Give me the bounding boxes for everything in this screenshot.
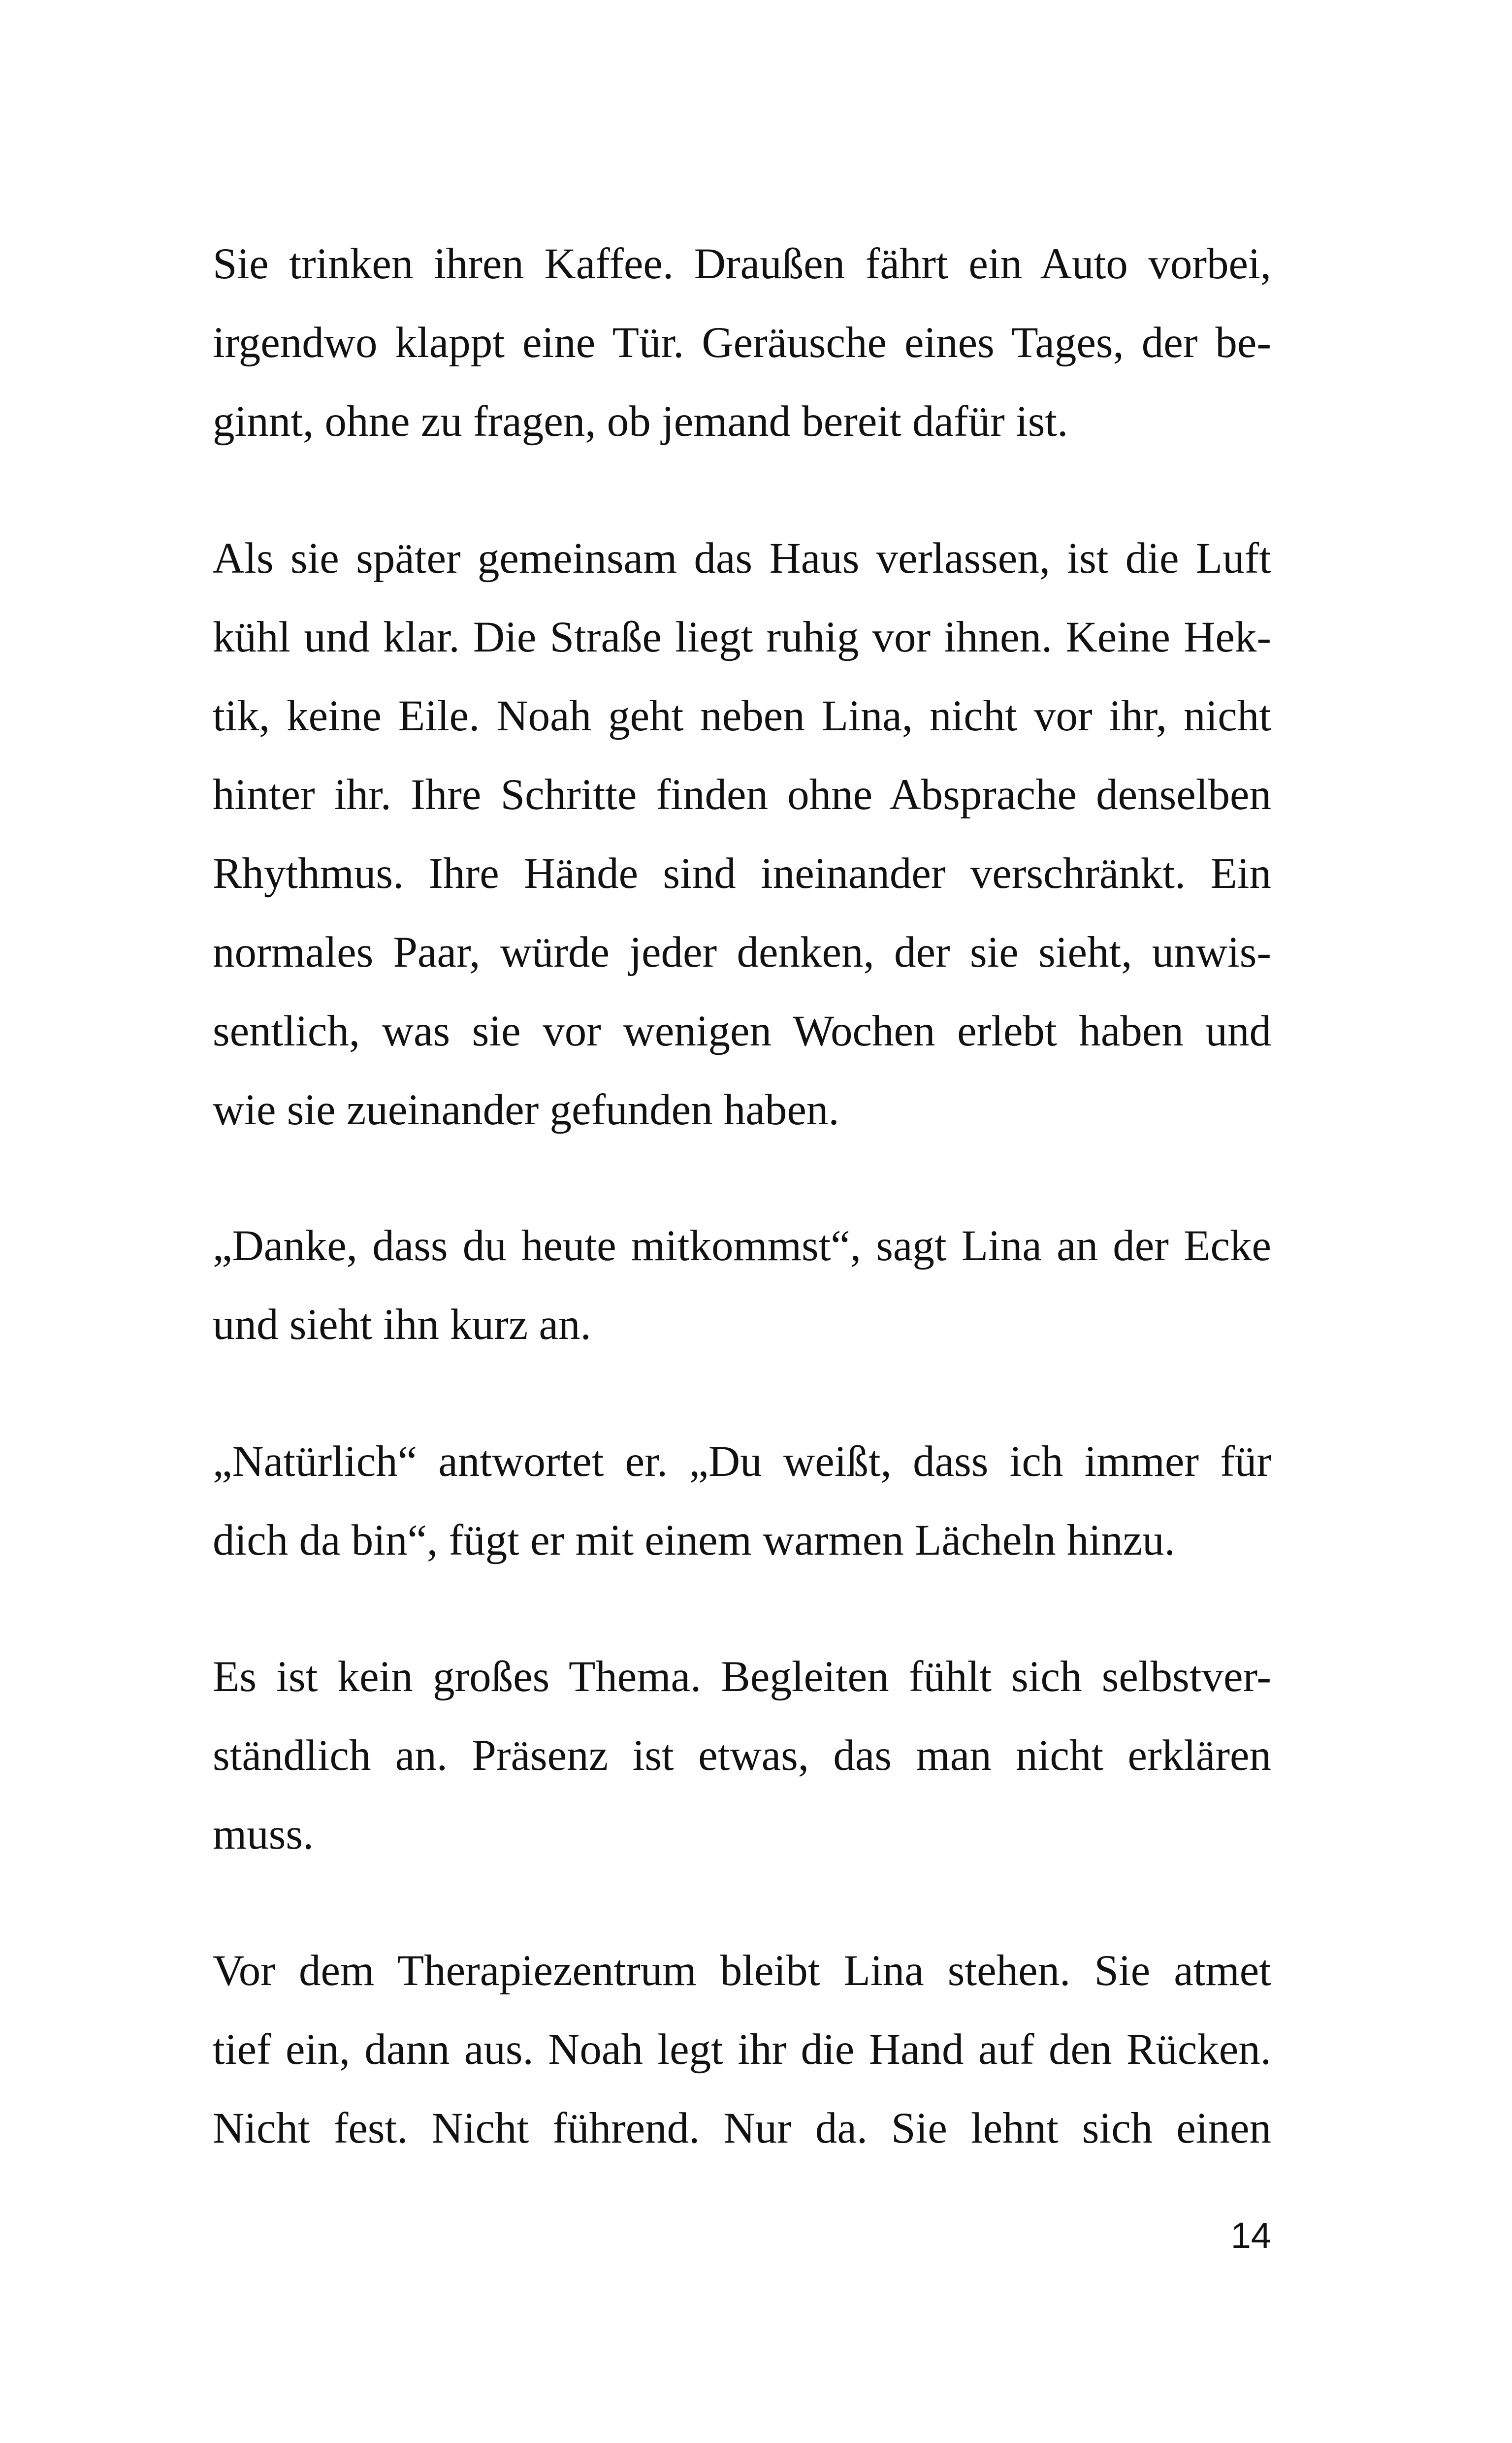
text-line: Als sie später gemeinsam das Haus verlassen, ist die Luft	[213, 534, 1271, 583]
page-number: 14	[1230, 2215, 1271, 2256]
text-line: Rhythmus. Ihre Hände sind ineinander verschränkt. Ein	[213, 849, 1271, 898]
paragraph-5	[213, 1637, 1271, 1874]
text-line: kühl und klar. Die Straße liegt ruhig vor ihnen. Keine Hek-	[213, 613, 1271, 661]
text-line: tief ein, dann aus. Noah legt ihr die Hand auf den Rücken.	[213, 2025, 1271, 2074]
text-line: ginnt, ohne zu fragen, ob jemand bereit dafür ist.	[213, 397, 1068, 446]
text-line: muss.	[213, 1810, 314, 1858]
text-line: wie sie zueinander gefunden haben.	[213, 1086, 839, 1134]
text-line: Es ist kein großes Thema. Begleiten fühlt sich selbstver-	[213, 1653, 1271, 1701]
paragraph-2	[213, 519, 1271, 1149]
text-line: sentlich, was sie vor wenigen Wochen erlebt haben und	[213, 1007, 1271, 1055]
text-line: „Danke, dass du heute mitkommst“, sagt Lina an der Ecke	[213, 1222, 1271, 1270]
text-line: ständlich an. Präsenz ist etwas, das man nicht erklären	[213, 1731, 1271, 1780]
text-line: „Natürlich“ antwortet er. „Du weißt, dass ich immer für	[213, 1437, 1271, 1486]
text-line: tik, keine Eile. Noah geht neben Lina, nicht vor ihr, nicht	[213, 692, 1271, 740]
paragraph-4	[213, 1422, 1271, 1580]
text-line: normales Paar, würde jeder denken, der sie sieht, unwis-	[213, 928, 1271, 977]
text-line: dich da bin“, fügt er mit einem warmen Lächeln hinzu.	[213, 1516, 1175, 1564]
paragraph-6	[213, 1931, 1271, 2168]
paragraph-1	[213, 225, 1271, 461]
text-line: hinter ihr. Ihre Schritte finden ohne Absprache denselben	[213, 771, 1271, 819]
text-line: Sie trinken ihren Kaffee. Draußen fährt ein Auto vorbei,	[213, 240, 1271, 288]
text-line: irgendwo klappt eine Tür. Geräusche eines Tages, der be-	[213, 319, 1271, 367]
text-line: Nicht fest. Nicht führend. Nur da. Sie lehnt sich einen	[213, 2104, 1271, 2152]
text-line: und sieht ihn kurz an.	[213, 1301, 591, 1349]
text-line: Vor dem Therapiezentrum bleibt Lina stehen. Sie atmet	[213, 1947, 1271, 1995]
paragraph-3	[213, 1206, 1271, 1364]
